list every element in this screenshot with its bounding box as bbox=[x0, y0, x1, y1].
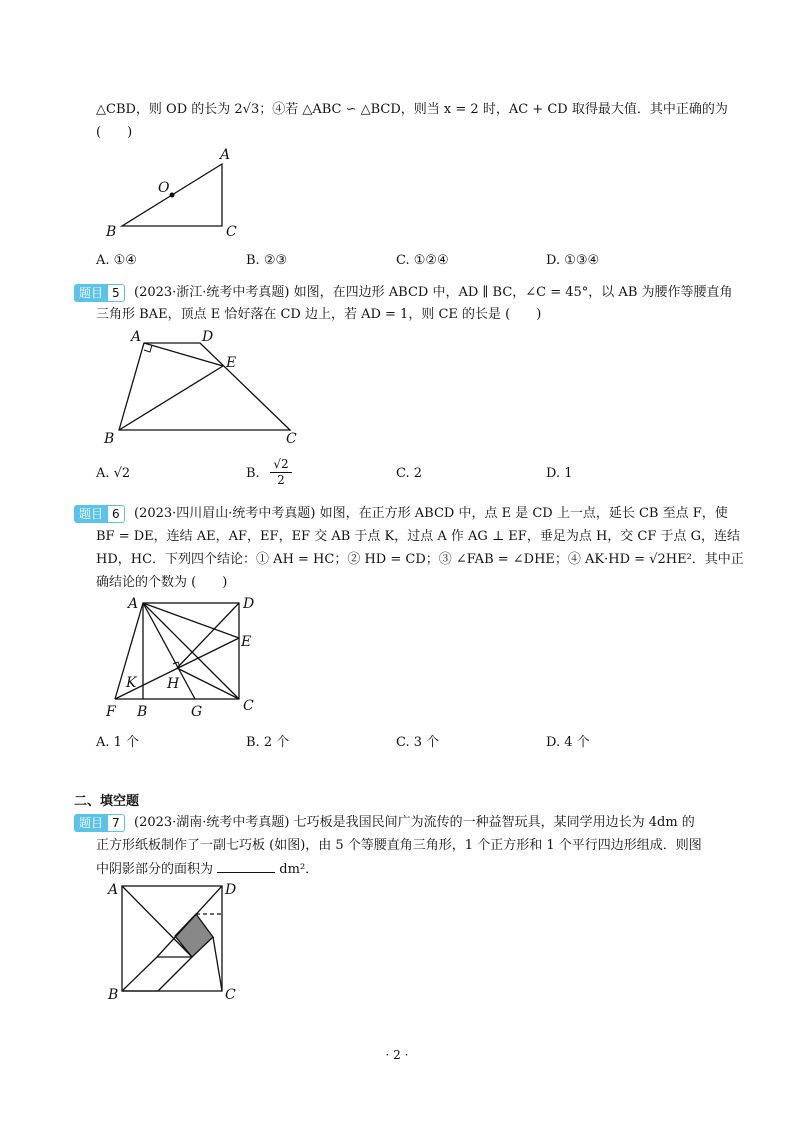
q5-option-d[interactable]: D. 1 bbox=[546, 466, 573, 481]
q4-figure bbox=[100, 142, 250, 242]
q4-text-line2: ( ) bbox=[96, 125, 133, 140]
q6-text-line4: 确结论的个数为 ( ) bbox=[96, 575, 228, 590]
q7-right-piece-edge bbox=[213, 937, 222, 991]
q5-badge-number: 5 bbox=[108, 284, 125, 302]
q6-option-d[interactable]: D. 4 个 bbox=[546, 735, 590, 750]
q6-figure bbox=[100, 590, 270, 725]
section-title: 二、填空题 bbox=[74, 794, 140, 809]
q6-option-c[interactable]: C. 3 个 bbox=[396, 735, 440, 750]
q6-label-a: A bbox=[128, 596, 139, 612]
page-number: · 2 · bbox=[385, 1048, 409, 1062]
q4-text-line1: △CBD，则 OD 的长为 2√3；④若 △ABC ∽ △BCD，则当 x = 2 时，AC + CD 取得最大值．其中正确的为 bbox=[96, 102, 728, 117]
q7-text-line1: (2023·湖南·统考中考真题) 七巧板是我国民间广为流传的一种益智玩具，某同学用边长为 4dm 的 bbox=[134, 815, 695, 830]
q7-label-a: A bbox=[108, 882, 119, 898]
q5-text-line1: (2023·浙江·统考中考真题) 如图，在四边形 ABCD 中，AD ∥ BC，∠C = 45°，以 AB 为腰作等腰直角 bbox=[134, 285, 733, 300]
q5-label-c: C bbox=[286, 431, 297, 447]
q4-label-a: A bbox=[220, 147, 231, 163]
q5-label-d: D bbox=[202, 329, 214, 345]
q5-badge-label: 题目 bbox=[74, 284, 108, 302]
q5-badge bbox=[74, 284, 125, 302]
q6-label-g: G bbox=[191, 704, 203, 720]
q6-text-line2: BF = DE，连结 AE，AF，EF，EF 交 AB 于点 K，过点 A 作 AG ⊥ EF，垂足为点 H，交 CF 于点 G，连结 bbox=[96, 529, 741, 544]
q5-label-e: E bbox=[226, 355, 237, 371]
q7-figure bbox=[100, 874, 250, 1004]
q4-label-b: B bbox=[106, 224, 117, 240]
q7-badge bbox=[74, 814, 125, 832]
q6-label-f: F bbox=[106, 704, 116, 720]
q7-badge-number: 7 bbox=[108, 814, 125, 832]
q6-label-e: E bbox=[241, 634, 252, 650]
q4-option-b[interactable]: B. ②③ bbox=[246, 253, 288, 268]
q6-label-d: D bbox=[243, 596, 255, 612]
q4-option-c[interactable]: C. ①②④ bbox=[396, 253, 449, 268]
q7-badge-label: 题目 bbox=[74, 814, 108, 832]
q5-right-angle-mark bbox=[144, 345, 152, 352]
q6-label-b: B bbox=[137, 704, 148, 720]
q6-label-c: C bbox=[243, 698, 254, 714]
q6-segment-ae bbox=[143, 603, 239, 638]
q7-text-line3-post: dm²． bbox=[279, 862, 319, 877]
q6-badge-label: 题目 bbox=[74, 505, 108, 523]
q7-parallelogram-edge bbox=[122, 957, 157, 991]
q7-diagonal-piece bbox=[122, 886, 192, 957]
q6-option-b[interactable]: B. 2 个 bbox=[246, 735, 290, 750]
q7-diagonal-ac-lower bbox=[158, 957, 192, 991]
q7-answer-blank[interactable] bbox=[217, 860, 275, 873]
q6-segment-dh bbox=[177, 603, 239, 668]
q6-badge bbox=[74, 505, 125, 523]
q4-option-a[interactable]: A. ①④ bbox=[96, 253, 137, 268]
q7-label-d: D bbox=[225, 882, 237, 898]
q7-shaded-square bbox=[175, 914, 213, 957]
q6-text-line3: HD，HC．下列四个结论：① AH = HC；② HD = CD；③ ∠FAB = ∠DHE；④ AK·HD = √2HE²．其中正 bbox=[96, 552, 744, 567]
q6-label-h: H bbox=[167, 676, 180, 692]
q6-option-a[interactable]: A. 1 个 bbox=[96, 735, 140, 750]
q7-label-b: B bbox=[108, 987, 119, 1003]
q6-label-k: K bbox=[126, 675, 137, 691]
q5-option-a[interactable]: A. √2 bbox=[96, 466, 131, 481]
q7-label-c: C bbox=[225, 987, 236, 1003]
q6-badge-number: 6 bbox=[108, 505, 125, 523]
q5-figure bbox=[100, 328, 310, 448]
q4-label-c: C bbox=[226, 224, 237, 240]
q4-point-o bbox=[170, 193, 175, 198]
q5-quadrilateral bbox=[119, 343, 290, 430]
q7-text-line2: 正方形纸板制作了一副七巧板 (如图)，由 5 个等腰直角三角形，1 个正方形和 1 个平行四边形组成．则图 bbox=[96, 838, 702, 853]
q5-label-a: A bbox=[131, 329, 142, 345]
q5-option-c[interactable]: C. 2 bbox=[396, 466, 423, 481]
q5-text-line2: 三角形 BAE，顶点 E 恰好落在 CD 边上，若 AD = 1，则 CE 的长是 ( ) bbox=[96, 307, 542, 322]
q4-option-d[interactable]: D. ①③④ bbox=[546, 253, 600, 268]
q5-label-b: B bbox=[104, 431, 115, 447]
q6-text-line1: (2023·四川眉山·统考中考真题) 如图，在正方形 ABCD 中，点 E 是 CD 上一点，延长 CB 至点 F，使 bbox=[134, 506, 728, 521]
q7-text-line3-pre: 中阴影部分的面积为 bbox=[96, 862, 214, 877]
q4-label-o: O bbox=[158, 180, 170, 196]
